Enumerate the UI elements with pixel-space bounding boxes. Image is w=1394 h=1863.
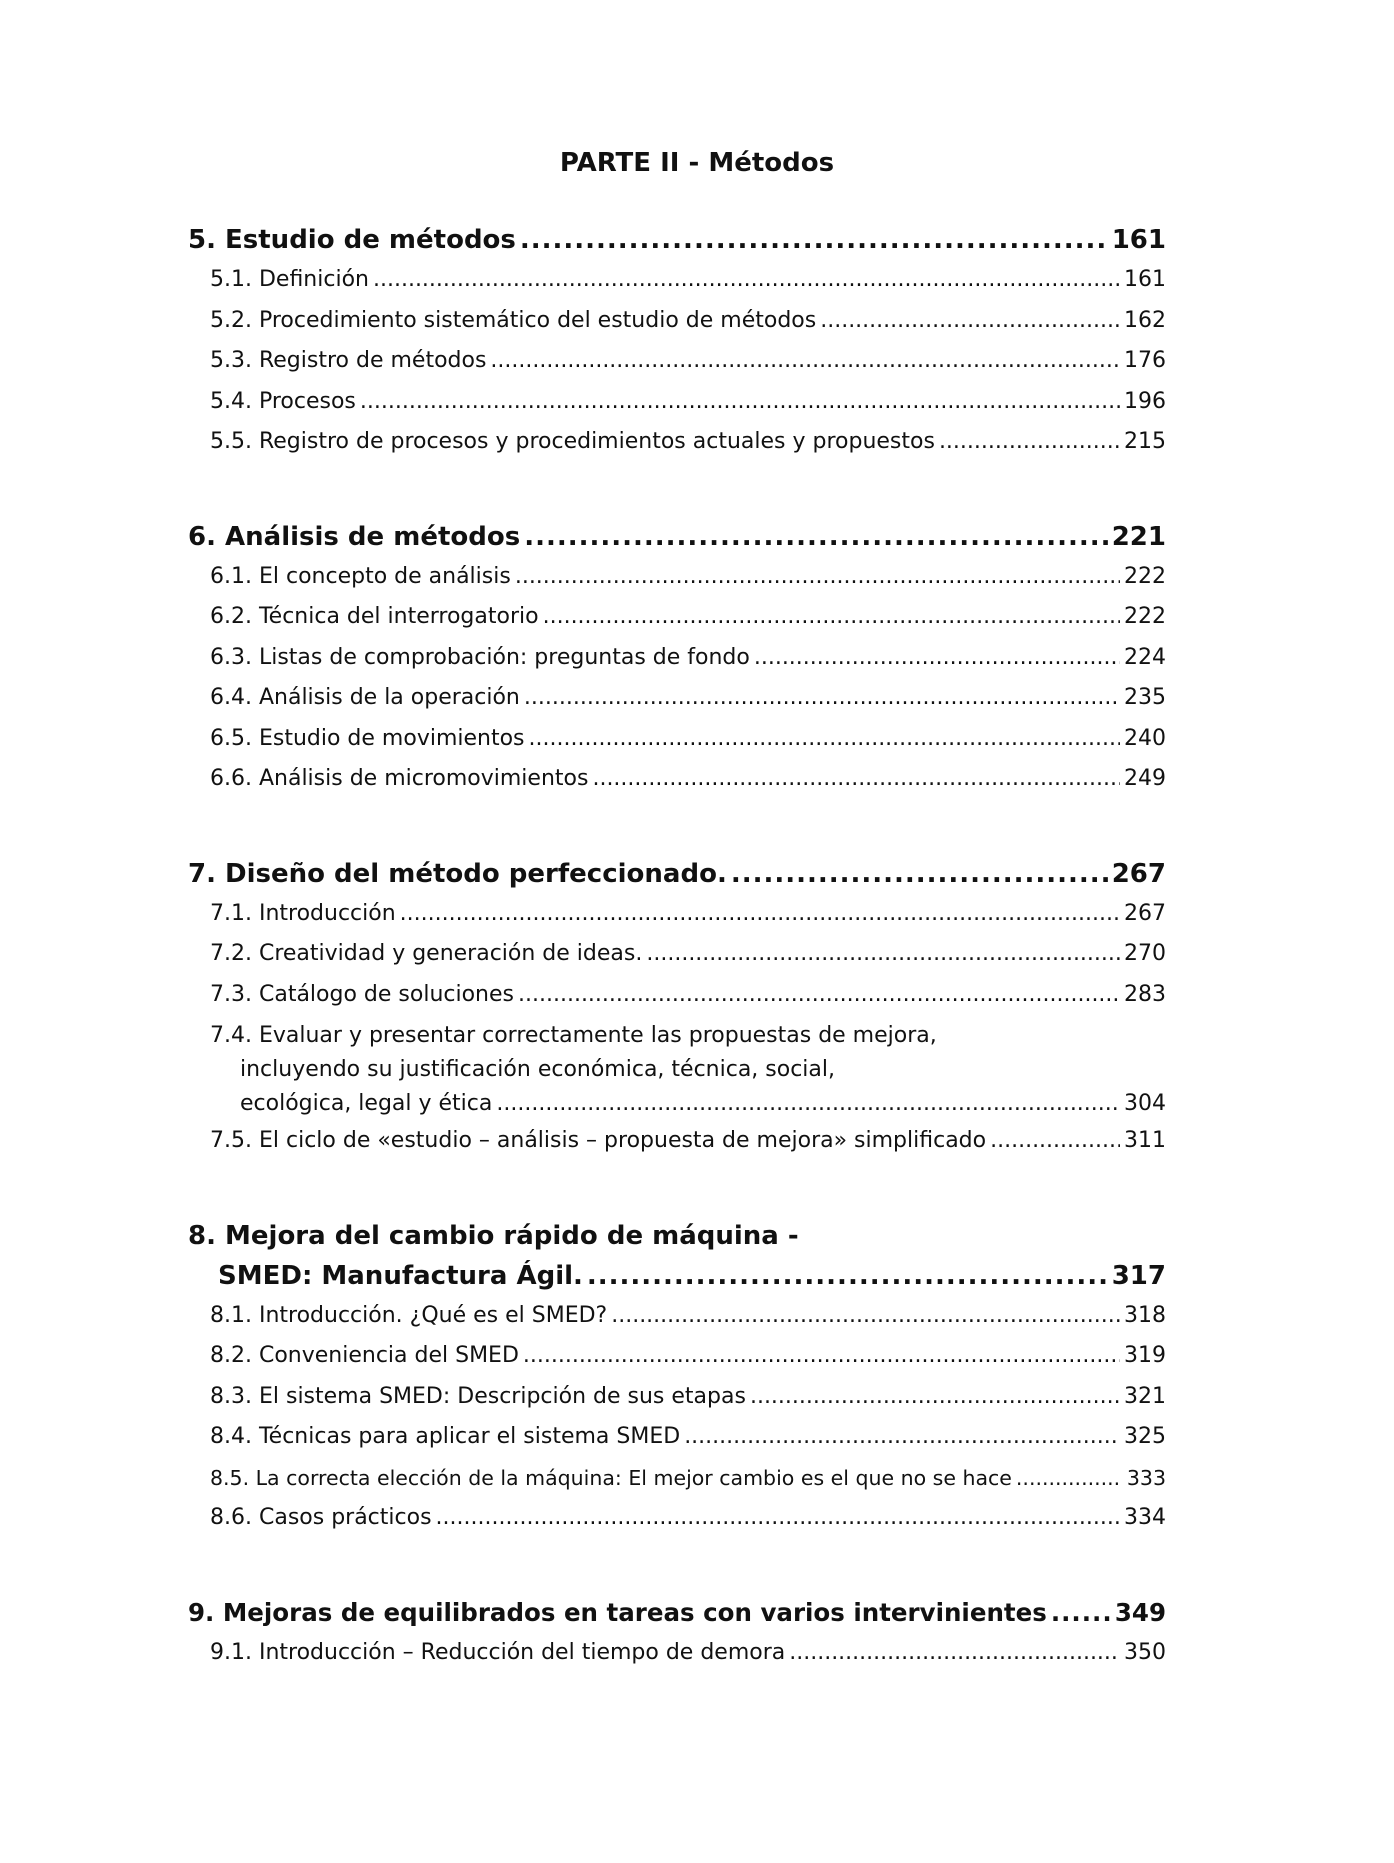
section-title: 5.2. Procedimiento sistemático del estudio de métodos [210, 307, 817, 333]
dot-leader [754, 638, 1120, 679]
section-page-number: 321 [1124, 1383, 1166, 1409]
dot-leader [820, 301, 1120, 342]
chapter-8 [188, 1216, 1166, 1539]
toc-entry[interactable] [188, 557, 1166, 598]
toc-entry[interactable] [188, 597, 1166, 638]
chapter-title: 7. Diseño del método perfeccionado. [188, 858, 727, 889]
chapter-title-row-line-2[interactable] [188, 1256, 1166, 1296]
section-page-number: 215 [1124, 429, 1166, 454]
section-page-number: 318 [1124, 1302, 1166, 1328]
page-title: PARTE II - Métodos [559, 148, 835, 178]
section-page-number: 304 [1124, 1091, 1166, 1116]
section-page-number: 350 [1124, 1639, 1166, 1665]
section-page-number: 311 [1124, 1128, 1166, 1153]
dot-leader [360, 382, 1120, 423]
section-page-number: 176 [1124, 348, 1166, 373]
toc-entry[interactable] [188, 1336, 1166, 1377]
dot-leader [750, 1377, 1120, 1418]
toc-entry[interactable] [188, 678, 1166, 719]
dot-leader [524, 517, 1108, 557]
dot-leader [592, 759, 1120, 800]
chapter-page-number: 317 [1111, 1260, 1166, 1291]
dot-leader [490, 341, 1120, 382]
toc-entry[interactable] [188, 975, 1166, 1016]
toc-entry[interactable] [188, 759, 1166, 800]
toc-entry[interactable] [188, 638, 1166, 679]
section-page-number: 249 [1124, 766, 1166, 791]
chapter-page-number: 161 [1111, 225, 1166, 255]
section-page-number: 283 [1124, 981, 1166, 1007]
dot-leader [523, 1336, 1120, 1377]
toc-entry[interactable] [188, 382, 1166, 423]
section-title: 6.4. Análisis de la operación [210, 685, 520, 710]
section-title: 7.3. Catálogo de soluciones [210, 981, 514, 1007]
section-title: 7.2. Creatividad y generación de ideas. [210, 941, 643, 966]
dot-leader [496, 1087, 1120, 1121]
chapter-title-line-2: SMED: Manufactura Ágil. [218, 1260, 583, 1291]
dot-leader [436, 1498, 1120, 1539]
section-title: 8.5. La correcta elección de la máquina: El mejor cambio es el que no se hace [210, 1465, 1012, 1490]
section-page-number: 334 [1124, 1505, 1166, 1530]
section-title: 6.6. Análisis de micromovimientos [210, 766, 589, 791]
section-title: 6.1. El concepto de análisis [210, 563, 511, 589]
section-page-number: 196 [1124, 388, 1166, 414]
toc-entry[interactable] [188, 934, 1166, 975]
section-title: 7.5. El ciclo de «estudio – análisis – propuesta de mejora» simplificado [210, 1128, 987, 1153]
dot-leader [400, 894, 1120, 935]
toc-entry[interactable] [188, 260, 1166, 301]
dot-leader [646, 934, 1120, 975]
chapter-title-row[interactable] [188, 1593, 1166, 1633]
chapter-page-number: 221 [1111, 521, 1166, 552]
toc-entry[interactable] [188, 1458, 1166, 1499]
dot-leader [524, 678, 1120, 719]
section-page-number: 222 [1124, 604, 1166, 629]
section-page-number: 270 [1124, 941, 1166, 966]
section-page-number: 325 [1124, 1424, 1166, 1449]
section-title: 7.1. Introducción [210, 900, 396, 926]
dot-leader [1016, 1458, 1122, 1499]
chapter-7 [188, 854, 1166, 1162]
section-page-number: 162 [1124, 307, 1166, 333]
section-page-number: 235 [1124, 685, 1166, 710]
chapter-title-row[interactable] [188, 517, 1166, 557]
dot-leader [518, 975, 1120, 1016]
table-of-contents [188, 220, 1166, 1727]
section-page-number: 222 [1124, 563, 1166, 589]
toc-entry[interactable] [188, 1633, 1166, 1674]
dot-leader [939, 422, 1120, 463]
section-page-number: 224 [1124, 644, 1166, 670]
dot-leader [529, 719, 1120, 760]
section-title-line-2: incluyendo su justificación económica, técnica, social, [240, 1057, 836, 1082]
section-page-number: 240 [1124, 725, 1166, 751]
section-title: 6.5. Estudio de movimientos [210, 725, 525, 751]
section-title-line-3: ecológica, legal y ética [240, 1091, 493, 1116]
section-title: 5.1. Definición [210, 267, 369, 292]
dot-leader [587, 1256, 1108, 1296]
chapter-6 [188, 517, 1166, 800]
toc-entry[interactable] [188, 1417, 1166, 1458]
chapter-page-number: 267 [1111, 858, 1166, 889]
section-title: 6.2. Técnica del interrogatorio [210, 604, 539, 629]
chapter-title-row-line-1[interactable] [188, 1216, 1166, 1256]
chapter-title-row[interactable] [188, 854, 1166, 894]
dot-leader [520, 220, 1108, 260]
section-title: 6.3. Listas de comprobación: preguntas de fondo [210, 644, 750, 670]
section-title: 9.1. Introducción – Reducción del tiempo de demora [210, 1639, 786, 1665]
toc-entry[interactable] [188, 1498, 1166, 1539]
chapter-title-row[interactable] [188, 220, 1166, 260]
chapter-title: 6. Análisis de métodos [188, 521, 521, 552]
chapter-page-number: 349 [1114, 1597, 1166, 1627]
toc-entry[interactable] [188, 719, 1166, 760]
section-title: 8.3. El sistema SMED: Descripción de sus etapas [210, 1383, 746, 1409]
chapter-title: 5. Estudio de métodos [188, 225, 516, 255]
dot-leader [990, 1121, 1120, 1162]
section-page-number: 333 [1126, 1465, 1166, 1490]
dot-leader [611, 1296, 1120, 1337]
toc-entry[interactable] [188, 1121, 1166, 1162]
dot-leader [1051, 1593, 1111, 1633]
section-page-number: 319 [1124, 1343, 1166, 1368]
chapter-5 [188, 220, 1166, 463]
section-title-line-3-row [188, 1087, 1166, 1121]
toc-entry[interactable] [188, 894, 1166, 935]
toc-entry[interactable] [188, 422, 1166, 463]
section-page-number: 267 [1124, 900, 1166, 926]
section-title: 5.4. Procesos [210, 388, 356, 414]
toc-entry-multiline[interactable] [188, 1015, 1166, 1121]
toc-entry[interactable] [188, 341, 1166, 382]
section-title: 5.3. Registro de métodos [210, 348, 487, 373]
toc-entry[interactable] [188, 301, 1166, 342]
section-title: 8.4. Técnicas para aplicar el sistema SMED [210, 1424, 681, 1449]
dot-leader [684, 1417, 1120, 1458]
section-title: 8.2. Conveniencia del SMED [210, 1343, 519, 1368]
section-title: 8.6. Casos prácticos [210, 1505, 432, 1530]
dot-leader [515, 557, 1120, 598]
chapter-title: 9. Mejoras de equilibrados en tareas con varios intervinientes [188, 1597, 1047, 1627]
dot-leader [543, 597, 1120, 638]
dot-leader [789, 1633, 1120, 1674]
dot-leader [731, 854, 1108, 894]
section-title: 8.1. Introducción. ¿Qué es el SMED? [210, 1302, 608, 1328]
section-page-number: 161 [1124, 267, 1166, 292]
chapter-title-line-1: 8. Mejora del cambio rápido de máquina - [188, 1220, 799, 1251]
toc-entry[interactable] [188, 1377, 1166, 1418]
chapter-9 [188, 1593, 1166, 1674]
dot-leader [373, 260, 1120, 301]
section-title-line-1: 7.4. Evaluar y presentar correctamente las propuestas de mejora, [210, 1023, 937, 1048]
toc-entry[interactable] [188, 1296, 1166, 1337]
section-title: 5.5. Registro de procesos y procedimientos actuales y propuestos [210, 429, 935, 454]
